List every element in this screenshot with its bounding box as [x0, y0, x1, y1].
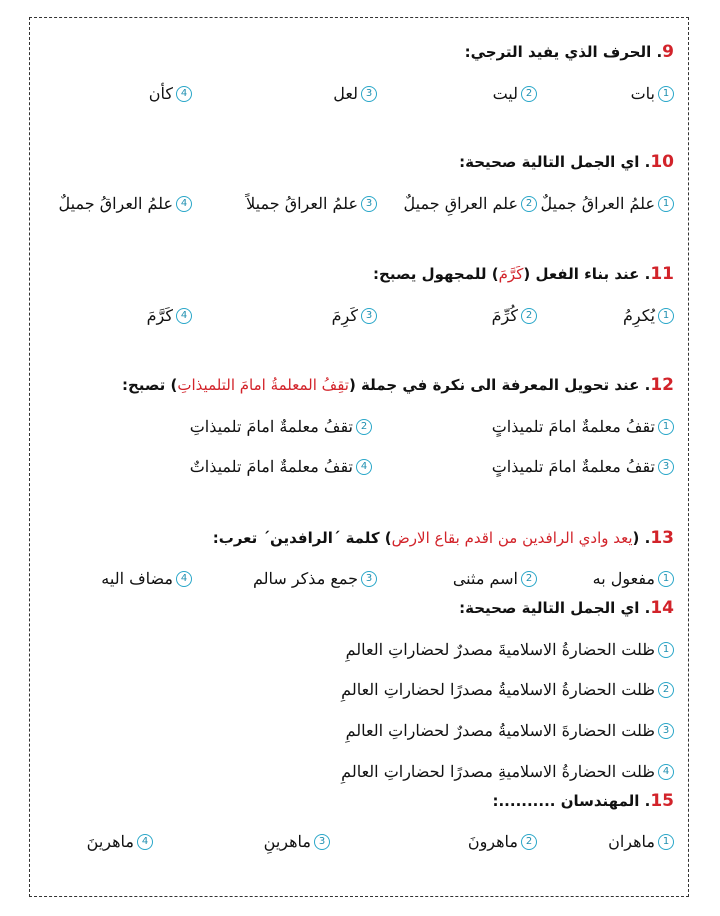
option-text: ظلت الحضارةَ الاسلاميةُ مصدرٌ لحضاراتِ العالمِ: [345, 721, 655, 740]
question-number: 13: [650, 528, 674, 548]
question-10: 10. اي الجمل التالية صحيحة:: [459, 152, 674, 172]
option-text: ليت: [492, 84, 518, 103]
option-text: ظلت الحضارةُ الاسلاميةُ مصدرًا لحضاراتِ العالمِ: [341, 680, 655, 699]
option-number-badge: 3: [658, 723, 674, 739]
highlighted-sentence: يعد وادي الرافدين من اقدم بقاع الارض: [391, 529, 633, 547]
question-12: 12. عند تحويل المعرفة الى نكرة في جملة (تقِفُ المعلمةُ امامَ التلميذاتِ) تصبح:: [121, 375, 674, 395]
option-text: تقفُ معلمةٌ امامَ تلميذاتِ: [189, 417, 353, 436]
option-11-3[interactable]: [332, 306, 377, 325]
option-number-badge: 2: [521, 308, 537, 324]
option-text: علم العراقِ جميلٌ: [403, 194, 518, 213]
question-number: 10: [650, 152, 674, 172]
option-number-badge: 3: [314, 834, 330, 850]
option-number-badge: 2: [521, 834, 537, 850]
option-text: ماهرينَ: [86, 832, 134, 851]
option-13-3[interactable]: [253, 569, 377, 588]
option-text: تقفُ معلمةٌ امامَ تلميذاتٌ: [189, 457, 353, 476]
option-15-3[interactable]: [264, 832, 330, 851]
option-number-badge: 4: [176, 196, 192, 212]
option-text: ظلت الحضارةُ الاسلاميةِ مصدرًا لحضاراتِ العالمِ: [341, 762, 655, 781]
option-10-2[interactable]: [404, 194, 537, 213]
option-15-2[interactable]: [468, 832, 537, 851]
option-15-4[interactable]: [87, 832, 153, 851]
option-number-badge: 3: [658, 459, 674, 475]
option-14-2[interactable]: [341, 680, 674, 699]
option-number-badge: 1: [658, 419, 674, 435]
option-text: كَرَّمَ: [146, 306, 173, 325]
option-number-badge: 4: [356, 459, 372, 475]
question-text: المهندسان ..........:: [492, 792, 640, 810]
question-text-after: للمجهول يصبح:: [373, 265, 487, 283]
option-number-badge: 1: [658, 196, 674, 212]
question-text-after: كلمة ´الرافدين´ تعرب:: [212, 529, 380, 547]
option-12-2[interactable]: [190, 417, 372, 436]
option-text: تقفُ معلمةٌ امامَ تلميذاتٍ: [491, 417, 655, 436]
option-number-badge: 3: [361, 308, 377, 324]
option-number-badge: 2: [658, 682, 674, 698]
option-text: ماهران: [608, 832, 655, 851]
option-text: ظلت الحضارةُ الاسلاميةَ مصدرٌ لحضاراتِ العالمِ: [345, 640, 655, 659]
question-number: 9: [662, 42, 674, 62]
option-number-badge: 4: [176, 571, 192, 587]
option-number-badge: 1: [658, 571, 674, 587]
question-text: الحرف الذي يفيد الترجي:: [464, 43, 652, 61]
option-text: جمع مذكر سالم: [252, 569, 358, 588]
question-11: 11. عند بناء الفعل (كَرَّمَ) للمجهول يصبح:: [373, 264, 674, 284]
option-11-1[interactable]: [623, 306, 674, 325]
question-15: 15. المهندسان ..........:: [492, 791, 674, 811]
option-text: علمُ العراقُ جميلٌ: [540, 194, 655, 213]
highlighted-sentence: تقِفُ المعلمةُ امامَ التلميذاتِ: [177, 376, 349, 394]
option-number-badge: 1: [658, 86, 674, 102]
option-text: علمُ العراقُ جميلاً: [246, 194, 358, 213]
option-text: لعل: [333, 84, 358, 103]
option-text: يُكرِمُ: [622, 306, 655, 325]
option-number-badge: 2: [521, 571, 537, 587]
option-text: كَرِمَ: [331, 306, 358, 325]
question-13: 13. (يعد وادي الرافدين من اقدم بقاع الارض) كلمة ´الرافدين´ تعرب:: [212, 528, 674, 548]
question-text-before: عند تحويل المعرفة الى نكرة في جملة: [361, 376, 640, 394]
option-14-3[interactable]: [346, 721, 674, 740]
option-14-4[interactable]: [341, 762, 674, 781]
option-number-badge: 1: [658, 308, 674, 324]
option-14-1[interactable]: [346, 640, 674, 659]
option-number-badge: 3: [361, 86, 377, 102]
question-number: 12: [650, 375, 674, 395]
question-number: 11: [650, 264, 674, 284]
question-number: 14: [650, 598, 674, 618]
question-text-after: تصبح:: [121, 376, 166, 394]
option-13-4[interactable]: [101, 569, 192, 588]
option-9-2[interactable]: [493, 84, 537, 103]
option-9-1[interactable]: [631, 84, 674, 103]
option-10-3[interactable]: [246, 194, 377, 213]
option-text: كأن: [148, 84, 173, 103]
highlighted-verb: كَرَّمَ: [498, 265, 524, 283]
option-12-3[interactable]: [492, 457, 674, 476]
option-11-4[interactable]: [147, 306, 192, 325]
option-10-4[interactable]: [59, 194, 192, 213]
option-text: بات: [630, 84, 655, 103]
question-text: اي الجمل التالية صحيحة:: [459, 153, 640, 171]
question-text-before: عند بناء الفعل: [535, 265, 640, 283]
option-10-1[interactable]: [541, 194, 674, 213]
option-number-badge: 2: [521, 86, 537, 102]
question-9: 9. الحرف الذي يفيد الترجي:: [464, 42, 674, 62]
option-number-badge: 2: [356, 419, 372, 435]
question-text: اي الجمل التالية صحيحة:: [459, 599, 640, 617]
option-number-badge: 4: [176, 308, 192, 324]
option-number-badge: 3: [361, 571, 377, 587]
option-number-badge: 1: [658, 642, 674, 658]
option-12-1[interactable]: [492, 417, 674, 436]
option-9-3[interactable]: [333, 84, 377, 103]
option-text: اسم مثنى: [452, 569, 518, 588]
option-number-badge: 1: [658, 834, 674, 850]
option-13-1[interactable]: [593, 569, 674, 588]
question-number: 15: [650, 791, 674, 811]
option-text: مضاف اليه: [101, 569, 173, 588]
option-13-2[interactable]: [453, 569, 537, 588]
option-11-2[interactable]: [492, 306, 537, 325]
option-12-4[interactable]: [190, 457, 372, 476]
option-number-badge: 4: [658, 764, 674, 780]
option-15-1[interactable]: [608, 832, 674, 851]
question-14: 14. اي الجمل التالية صحيحة:: [459, 598, 674, 618]
option-number-badge: 4: [137, 834, 153, 850]
option-text: كُرِّمَ: [491, 306, 518, 325]
option-text: تقفُ معلمةٌ امامَ تلميذاتٍ: [491, 457, 655, 476]
option-text: علمُ العراقُ جميلٌ: [58, 194, 173, 213]
option-9-4[interactable]: [149, 84, 192, 103]
option-text: ماهرونَ: [467, 832, 518, 851]
option-number-badge: 3: [361, 196, 377, 212]
option-text: ماهرينِ: [263, 832, 311, 851]
option-number-badge: 4: [176, 86, 192, 102]
option-number-badge: 2: [521, 196, 537, 212]
option-text: مفعول به: [592, 569, 655, 588]
